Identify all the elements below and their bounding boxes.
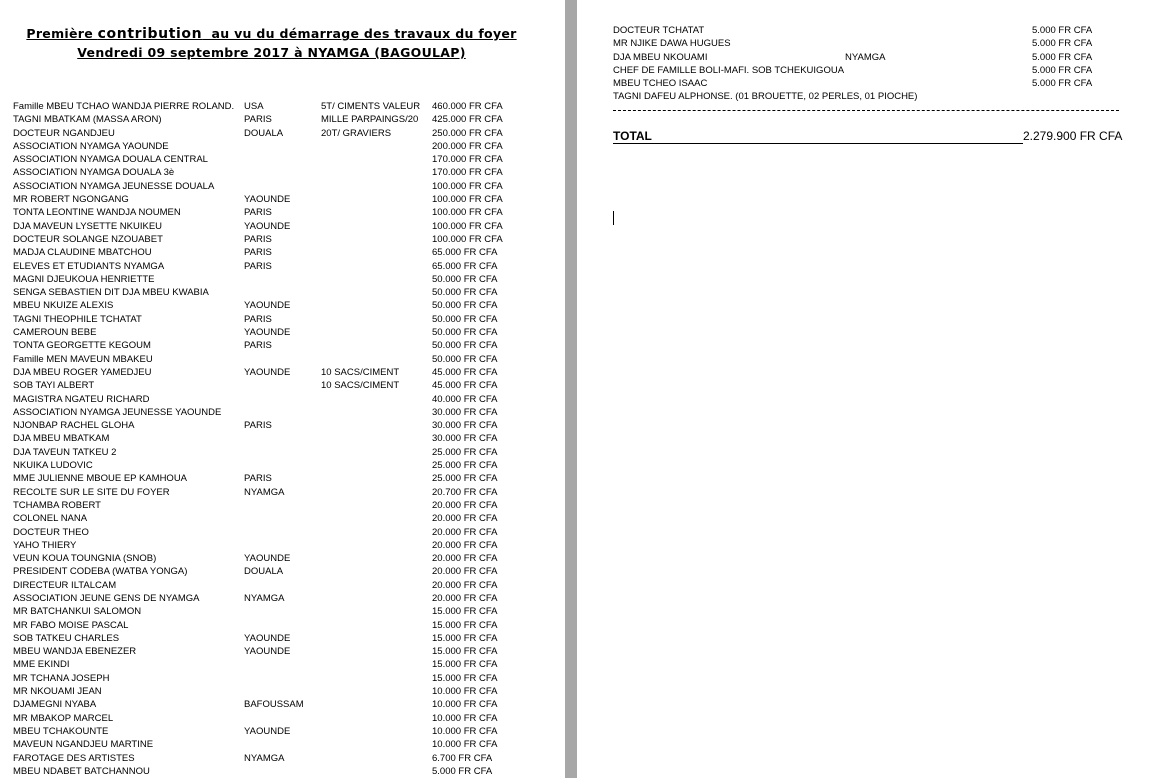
contributor-name: SENGA SEBASTIEN DIT DJA MBEU KWABIA [13, 287, 209, 299]
contribution-amount: 170.000 FR CFA [432, 154, 503, 166]
text-cursor[interactable] [613, 211, 614, 225]
contribution-amount: 40.000 FR CFA [432, 393, 498, 405]
contributor-name: MR NJIKE DAWA HUGUES [613, 38, 731, 50]
contribution-note: 20T/ GRAVIERS [321, 127, 392, 139]
document-title-line-1: Première contribution au vu du démarrage des travaux du foyer [26, 26, 517, 42]
contribution-amount: 20.000 FR CFA [432, 579, 498, 591]
contribution-amount: 10.000 FR CFA [432, 725, 498, 737]
contributor-name: NKUIKA LUDOVIC [13, 460, 93, 472]
contributor-name: ELEVES ET ETUDIANTS NYAMGA [13, 260, 165, 272]
contribution-amount: 50.000 FR CFA [432, 340, 498, 352]
document-page-left [0, 0, 565, 778]
contributor-name: DJA MBEU ROGER YAMEDJEU [13, 366, 152, 378]
contributor-location: PARIS [244, 420, 272, 432]
contributor-name: MBEU NKUIZE ALEXIS [13, 300, 114, 312]
contributor-location: YAOUNDE [244, 725, 291, 737]
contributor-name: MME EKINDI [13, 659, 70, 671]
contributor-name: YAHO THIERY [13, 539, 77, 551]
contributor-location: PARIS [244, 207, 272, 219]
contributor-name: DOCTEUR THEO [13, 526, 89, 538]
contributor-location: PARIS [244, 247, 272, 259]
contributor-location: PARIS [244, 260, 272, 272]
contribution-amount: 5.000 FR CFA [432, 765, 493, 777]
contribution-amount: 15.000 FR CFA [432, 632, 498, 644]
contribution-amount: 15.000 FR CFA [432, 672, 498, 684]
contributor-name: MR FABO MOISE PASCAL [13, 619, 129, 631]
contribution-amount: 20.000 FR CFA [432, 566, 498, 578]
contribution-amount: 50.000 FR CFA [432, 300, 498, 312]
contributor-name: DOCTEUR NGANDJEU [13, 127, 115, 139]
contributor-location: NYAMGA [244, 592, 285, 604]
contributor-name: DJA MAVEUN LYSETTE NKUIKEU [13, 220, 163, 232]
contribution-amount: 100.000 FR CFA [432, 207, 503, 219]
total-value: 2.279.900 FR CFA [1023, 129, 1123, 143]
contributor-name: TONTA GEORGETTE KEGOUM [13, 340, 151, 352]
contribution-amount: 25.000 FR CFA [432, 473, 498, 485]
contributor-name: MR TCHANA JOSEPH [13, 672, 110, 684]
contributor-name: MR MBAKOP MARCEL [13, 712, 114, 724]
contribution-amount: 65.000 FR CFA [432, 247, 498, 259]
contribution-amount: 15.000 FR CFA [432, 606, 498, 618]
contributor-location: DOUALA [244, 566, 284, 578]
contributor-name: TAGNI MBATKAM (MASSA ARON) [13, 114, 162, 126]
contribution-amount: 10.000 FR CFA [432, 699, 498, 711]
contribution-amount: 5.000 FR CFA [1032, 38, 1093, 50]
contribution-amount: 65.000 FR CFA [432, 260, 498, 272]
contributor-location: YAOUNDE [244, 646, 291, 658]
contributor-name: SOB TATKEU CHARLES [13, 632, 120, 644]
contribution-amount: 30.000 FR CFA [432, 433, 498, 445]
document-page-right [577, 0, 1151, 778]
contributor-name: MAGNI DJEUKOUA HENRIETTE [13, 273, 155, 285]
contributor-name: ASSOCIATION NYAMGA DOUALA CENTRAL [13, 154, 208, 166]
contributor-name: MME JULIENNE MBOUE EP KAMHOUA [13, 473, 188, 485]
contributor-location: PARIS [244, 233, 272, 245]
contribution-amount: 10.000 FR CFA [432, 739, 498, 751]
contribution-amount: 20.000 FR CFA [432, 592, 498, 604]
contributor-location: YAOUNDE [244, 194, 291, 206]
contributor-location: YAOUNDE [244, 553, 291, 565]
contribution-amount: 5.000 FR CFA [1032, 78, 1093, 90]
contribution-amount: 6.700 FR CFA [432, 752, 493, 764]
contributor-location: YAOUNDE [244, 327, 291, 339]
contribution-amount: 15.000 FR CFA [432, 619, 498, 631]
contributor-name: TAGNI THEOPHILE TCHATAT [13, 313, 142, 325]
separator-line [613, 104, 1119, 111]
contributor-name: DJA MBEU NKOUAMI [613, 51, 708, 63]
page-gutter [565, 0, 577, 778]
contribution-amount: 50.000 FR CFA [432, 287, 498, 299]
contributor-name: DJA MBEU MBATKAM [13, 433, 110, 445]
contributor-name: ASSOCIATION NYAMGA DOUALA 3è [13, 167, 175, 179]
contributor-name: TONTA LEONTINE WANDJA NOUMEN [13, 207, 181, 219]
contribution-amount: 100.000 FR CFA [432, 180, 503, 192]
contributor-location: YAOUNDE [244, 220, 291, 232]
contributor-name: DOCTEUR TCHATAT [613, 25, 705, 36]
contributor-name: NJONBAP RACHEL GLOHA [13, 420, 135, 432]
contributor-location: PARIS [244, 473, 272, 485]
contributor-name: ASSOCIATION NYAMGA JEUNESSE DOUALA [13, 180, 215, 192]
contributor-name: MBEU NDABET BATCHANNOU [13, 765, 150, 777]
contribution-amount: 15.000 FR CFA [432, 659, 498, 671]
contribution-amount: 45.000 FR CFA [432, 380, 498, 392]
contributor-name: TCHAMBA ROBERT [13, 499, 101, 511]
contribution-amount: 25.000 FR CFA [432, 460, 498, 472]
contributor-name: MBEU WANDJA EBENEZER [13, 646, 137, 658]
contributor-name: MR ROBERT NGONGANG [13, 194, 129, 206]
contribution-amount: 25.000 FR CFA [432, 446, 498, 458]
contributor-name: TAGNI DAFEU ALPHONSE. (01 BROUETTE, 02 PERLES, 01 PIOCHE) [613, 91, 918, 103]
contribution-amount: 20.700 FR CFA [432, 486, 498, 498]
contribution-amount: 50.000 FR CFA [432, 273, 498, 285]
contribution-amount: 20.000 FR CFA [432, 553, 498, 565]
contributor-name: FAROTAGE DES ARTISTES [13, 752, 135, 764]
contributor-name: SOB TAYI ALBERT [13, 380, 95, 392]
contribution-amount: 20.000 FR CFA [432, 513, 498, 525]
contribution-amount: 5.000 FR CFA [1032, 64, 1093, 76]
contributor-name: ASSOCIATION NYAMGA YAOUNDE [13, 140, 169, 152]
contribution-amount: 10.000 FR CFA [432, 712, 498, 724]
contribution-amount: 20.000 FR CFA [432, 539, 498, 551]
contribution-amount: 100.000 FR CFA [432, 194, 503, 206]
contributor-name: CAMEROUN BEBE [13, 327, 97, 339]
contribution-amount: 170.000 FR CFA [432, 167, 503, 179]
contributor-name: DIRECTEUR ILTALCAM [13, 579, 117, 591]
contributor-location: BAFOUSSAM [244, 699, 304, 711]
contributor-location: YAOUNDE [244, 366, 291, 378]
contributor-location: NYAMGA [845, 51, 886, 63]
contribution-amount: 30.000 FR CFA [432, 420, 498, 432]
contributor-name: MADJA CLAUDINE MBATCHOU [13, 247, 152, 259]
title-emphasis: contribution [97, 26, 203, 42]
contributor-name: MAVEUN NGANDJEU MARTINE [13, 739, 154, 751]
contributor-location: PARIS [244, 114, 272, 126]
total-label: TOTAL [613, 129, 1023, 144]
contributor-location: NYAMGA [244, 752, 285, 764]
contribution-note: 5T/ CIMENTS VALEUR [321, 101, 421, 112]
contributor-location: PARIS [244, 340, 272, 352]
contribution-amount: 200.000 FR CFA [432, 140, 503, 152]
contribution-amount: 45.000 FR CFA [432, 366, 498, 378]
contributor-name: DOCTEUR SOLANGE NZOUABET [13, 233, 163, 245]
contributor-name: MBEU TCHEO ISAAC [613, 78, 708, 90]
contribution-amount: 20.000 FR CFA [432, 526, 498, 538]
contribution-amount: 460.000 FR CFA [432, 101, 503, 112]
contribution-amount: 5.000 FR CFA [1032, 25, 1093, 36]
contributor-name: CHEF DE FAMILLE BOLI-MAFI. SOB TCHEKUIGOUA [613, 64, 845, 76]
contribution-note: 10 SACS/CIMENT [321, 366, 400, 378]
contributor-name: ASSOCIATION NYAMGA JEUNESSE YAOUNDE [13, 406, 222, 418]
contributor-name: MR BATCHANKUI SALOMON [13, 606, 142, 618]
contribution-amount: 425.000 FR CFA [432, 114, 503, 126]
contributor-location: YAOUNDE [244, 300, 291, 312]
contributor-location: DOUALA [244, 127, 284, 139]
contribution-amount: 10.000 FR CFA [432, 686, 498, 698]
contributor-name: MAGISTRA NGATEU RICHARD [13, 393, 150, 405]
contribution-amount: 50.000 FR CFA [432, 327, 498, 339]
contributor-location: YAOUNDE [244, 632, 291, 644]
contributor-name: DJA TAVEUN TATKEU 2 [13, 446, 117, 458]
contribution-amount: 5.000 FR CFA [1032, 51, 1093, 63]
contributor-name: Famille MBEU TCHAO WANDJA PIERRE ROLAND. [13, 101, 235, 112]
contributor-name: ASSOCIATION JEUNE GENS DE NYAMGA [13, 592, 200, 604]
contributor-name: MR NKOUAMI JEAN [13, 686, 102, 698]
contribution-amount: 30.000 FR CFA [432, 406, 498, 418]
contributor-name: VEUN KOUA TOUNGNIA (SNOB) [13, 553, 157, 565]
contribution-note: 10 SACS/CIMENT [321, 380, 400, 392]
contribution-amount: 50.000 FR CFA [432, 313, 498, 325]
contributor-name: COLONEL NANA [13, 513, 88, 525]
contributor-location: PARIS [244, 313, 272, 325]
contribution-amount: 15.000 FR CFA [432, 646, 498, 658]
contribution-amount: 20.000 FR CFA [432, 499, 498, 511]
contribution-amount: 50.000 FR CFA [432, 353, 498, 365]
contributor-location: NYAMGA [244, 486, 285, 498]
contribution-note: MILLE PARPAINGS/20 [321, 114, 419, 126]
total-row [613, 129, 1123, 145]
contribution-amount: 250.000 FR CFA [432, 127, 503, 139]
contributor-name: RECOLTE SUR LE SITE DU FOYER [13, 486, 170, 498]
contributor-name: MBEU TCHAKOUNTE [13, 725, 109, 737]
contributor-name: PRESIDENT CODEBA (WATBA YONGA) [13, 566, 188, 578]
contributor-location: USA [244, 101, 264, 112]
document-title-line-2: Vendredi 09 septembre 2017 à NYAMGA (BAGOULAP) [77, 45, 466, 60]
contributor-name: DJAMEGNI NYABA [13, 699, 97, 711]
contribution-amount: 100.000 FR CFA [432, 220, 503, 232]
contributor-name: Famille MEN MAVEUN MBAKEU [13, 353, 153, 365]
contribution-amount: 100.000 FR CFA [432, 233, 503, 245]
